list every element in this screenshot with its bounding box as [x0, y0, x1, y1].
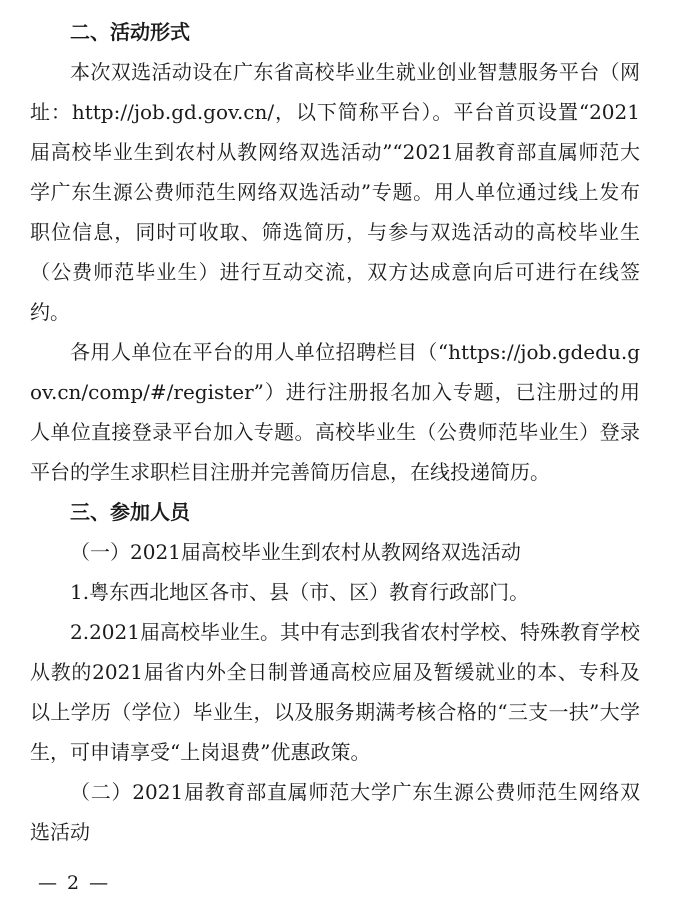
section-heading-participants: 三、参加人员: [70, 500, 190, 524]
section-heading-activity-format: 二、活动形式: [70, 20, 190, 44]
page-number: — 2 —: [38, 872, 111, 894]
subheading-rural-teaching: （一）2021届高校毕业生到农村从教网络双选活动: [70, 540, 521, 564]
list-item-2: 2.2021届高校毕业生。其中有志到我省农村学校、特殊教育学校从教的2021届省内外全日制普通高校应届及暂缓就业的本、专科及以上学历（学位）毕业生，以及服务期满考核合格的“三支一扶”大学生，可申请享受“上岗退费”优惠政策。: [30, 620, 640, 764]
list-item-1: 1.粤东西北地区各市、县（市、区）教育行政部门。: [70, 580, 530, 604]
subheading-normal-university: （二）2021届教育部直属师范大学广东生源公费师范生网络双选活动: [30, 780, 640, 844]
paragraph-registration: 各用人单位在平台的用人单位招聘栏目（“https://job.gdedu.gov.cn/comp/#/register”）进行注册报名加入专题，已注册过的用人单位直接登录平台加入专题。高校毕业生（公费师范毕业生）登录平台的学生求职栏目注册并完善简历信息，在线投递简历。: [30, 340, 640, 484]
paragraph-activity-platform: 本次双选活动设在广东省高校毕业生就业创业智慧服务平台（网址：http://job.gd.gov.cn/，以下简称平台）。平台首页设置“2021届高校毕业生到农村从教网络双选活动”“2021届教育部直属师范大学广东生源公费师范生网络双选活动”专题。用人单位通过线上发布职位信息，同时可收取、筛选简历，与参与双选活动的高校毕业生（公费师范毕业生）进行互动交流，双方达成意向后可进行在线签约。: [30, 60, 640, 324]
